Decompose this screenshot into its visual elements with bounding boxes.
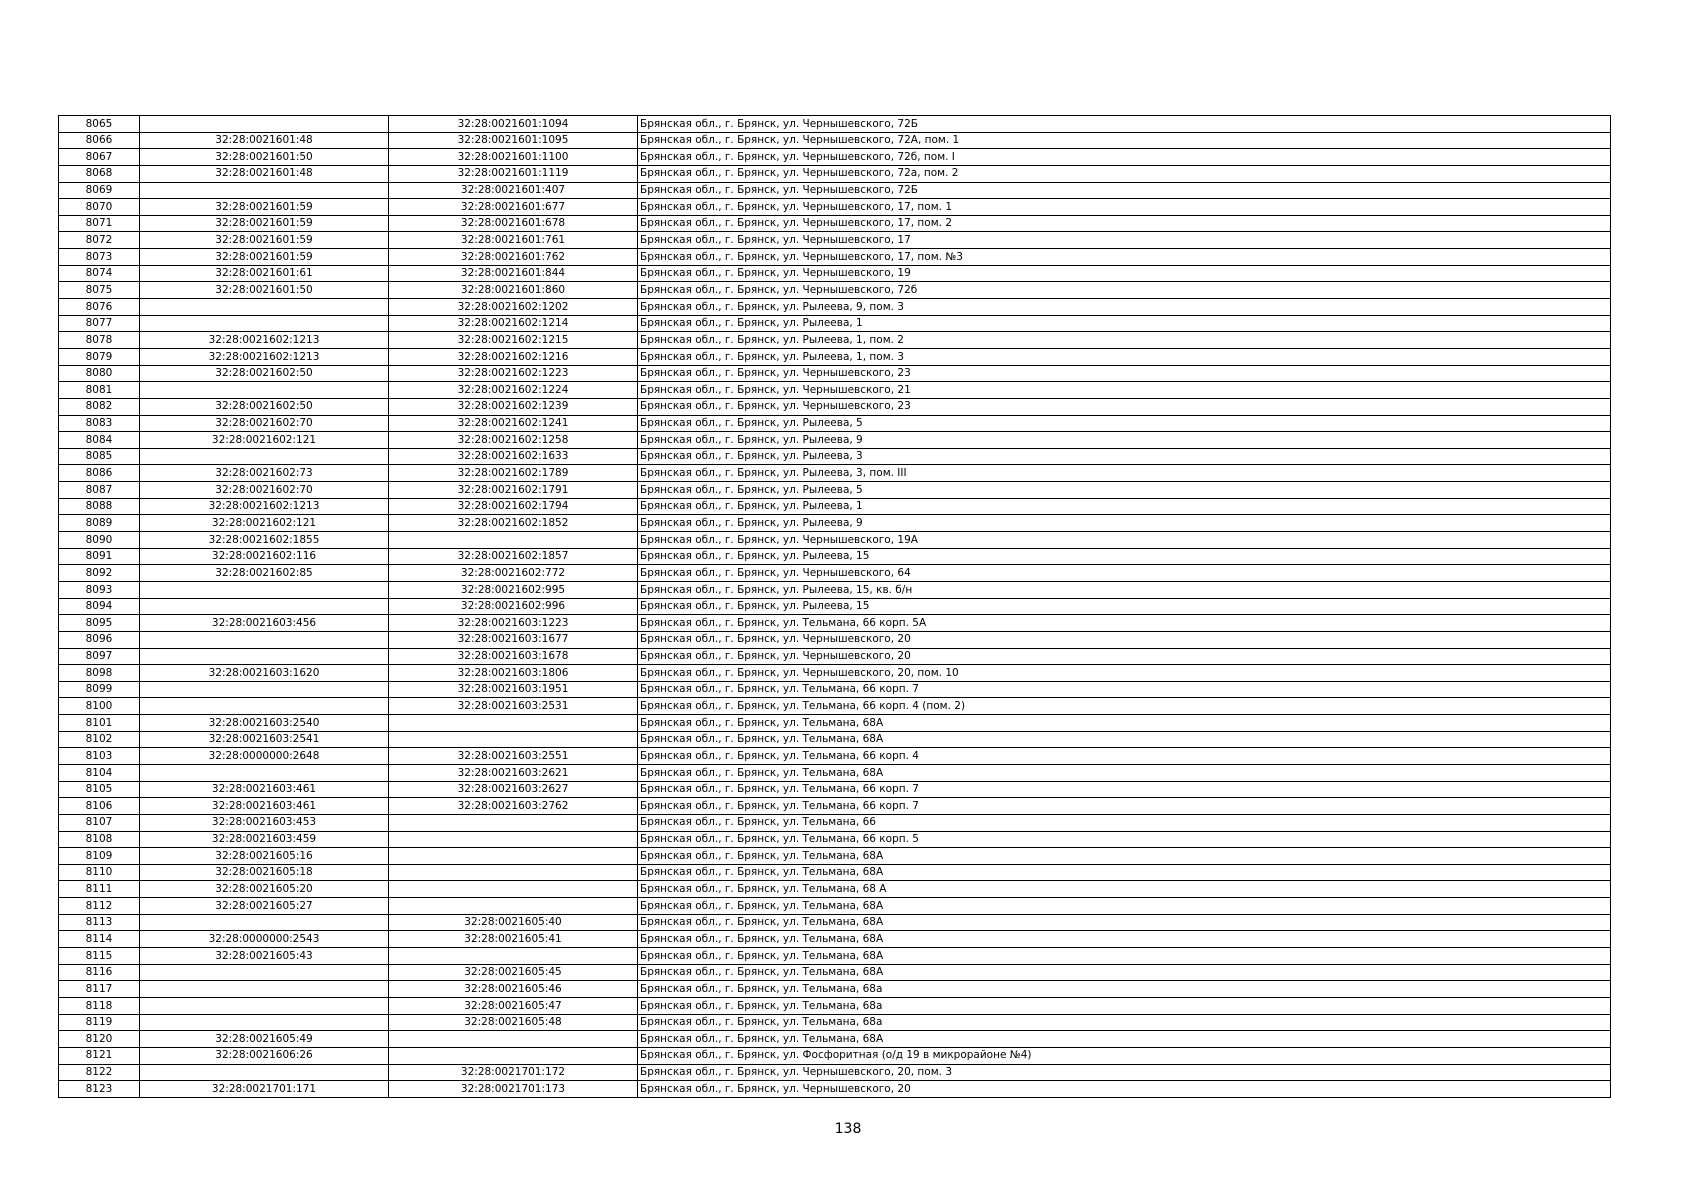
address-cell: Брянская обл., г. Брянск, ул. Тельмана, 68А bbox=[638, 964, 1611, 981]
object-cadastral-number-cell: 32:28:0021701:173 bbox=[389, 1081, 638, 1098]
cadastral-number-cell: 32:28:0021601:59 bbox=[140, 249, 389, 266]
address-cell: Брянская обл., г. Брянск, ул. Тельмана, 68А bbox=[638, 914, 1611, 931]
table-row bbox=[59, 848, 1611, 865]
object-cadastral-number-cell: 32:28:0021603:1951 bbox=[389, 681, 638, 698]
table-row bbox=[59, 182, 1611, 199]
address-cell: Брянская обл., г. Брянск, ул. Тельмана, 68А bbox=[638, 731, 1611, 748]
address-cell: Брянская обл., г. Брянск, ул. Чернышевского, 19 bbox=[638, 265, 1611, 282]
cadastral-number-cell bbox=[140, 631, 389, 648]
cadastral-number-cell: 32:28:0021602:121 bbox=[140, 432, 389, 449]
address-cell: Брянская обл., г. Брянск, ул. Чернышевского, 17, пом. №3 bbox=[638, 249, 1611, 266]
table-row bbox=[59, 698, 1611, 715]
object-cadastral-number-cell: 32:28:0021603:2621 bbox=[389, 764, 638, 781]
cadastral-number-cell: 32:28:0021605:16 bbox=[140, 848, 389, 865]
row-number-cell: 8079 bbox=[59, 348, 140, 365]
address-cell: Брянская обл., г. Брянск, ул. Рылеева, 9 bbox=[638, 432, 1611, 449]
row-number-cell: 8084 bbox=[59, 432, 140, 449]
address-cell: Брянская обл., г. Брянск, ул. Тельмана, 68А bbox=[638, 764, 1611, 781]
table-row bbox=[59, 665, 1611, 682]
address-cell: Брянская обл., г. Брянск, ул. Тельмана, 68А bbox=[638, 948, 1611, 965]
object-cadastral-number-cell: 32:28:0021601:761 bbox=[389, 232, 638, 249]
object-cadastral-number-cell: 32:28:0021602:1202 bbox=[389, 299, 638, 316]
address-cell: Брянская обл., г. Брянск, ул. Тельмана, 68а bbox=[638, 997, 1611, 1014]
table-row bbox=[59, 249, 1611, 266]
row-number-cell: 8115 bbox=[59, 948, 140, 965]
object-cadastral-number-cell: 32:28:0021602:1794 bbox=[389, 498, 638, 515]
object-cadastral-number-cell bbox=[389, 864, 638, 881]
row-number-cell: 8065 bbox=[59, 116, 140, 133]
cadastral-number-cell bbox=[140, 1014, 389, 1031]
row-number-cell: 8088 bbox=[59, 498, 140, 515]
row-number-cell: 8083 bbox=[59, 415, 140, 432]
row-number-cell: 8096 bbox=[59, 631, 140, 648]
table-row bbox=[59, 432, 1611, 449]
cadastral-number-cell: 32:28:0021701:171 bbox=[140, 1081, 389, 1098]
row-number-cell: 8073 bbox=[59, 249, 140, 266]
table-row bbox=[59, 948, 1611, 965]
cadastral-number-cell bbox=[140, 182, 389, 199]
table-row bbox=[59, 864, 1611, 881]
address-cell: Брянская обл., г. Брянск, ул. Чернышевского, 20 bbox=[638, 648, 1611, 665]
address-cell: Брянская обл., г. Брянск, ул. Тельмана, 68а bbox=[638, 1014, 1611, 1031]
table-row bbox=[59, 681, 1611, 698]
cadastral-number-cell: 32:28:0021602:73 bbox=[140, 465, 389, 482]
address-cell: Брянская обл., г. Брянск, ул. Рылеева, 15 bbox=[638, 548, 1611, 565]
object-cadastral-number-cell: 32:28:0021605:47 bbox=[389, 997, 638, 1014]
table-row bbox=[59, 931, 1611, 948]
object-cadastral-number-cell: 32:28:0021602:772 bbox=[389, 565, 638, 582]
row-number-cell: 8100 bbox=[59, 698, 140, 715]
object-cadastral-number-cell: 32:28:0021601:1100 bbox=[389, 149, 638, 166]
row-number-cell: 8080 bbox=[59, 365, 140, 382]
table-row bbox=[59, 465, 1611, 482]
cadastral-number-cell: 32:28:0021603:456 bbox=[140, 615, 389, 632]
address-cell: Брянская обл., г. Брянск, ул. Тельмана, 68А bbox=[638, 1031, 1611, 1048]
object-cadastral-number-cell: 32:28:0021603:1677 bbox=[389, 631, 638, 648]
cadastral-number-cell: 32:28:0021605:43 bbox=[140, 948, 389, 965]
address-cell: Брянская обл., г. Брянск, ул. Рылеева, 3, пом. III bbox=[638, 465, 1611, 482]
row-number-cell: 8069 bbox=[59, 182, 140, 199]
cadastral-number-cell bbox=[140, 698, 389, 715]
object-cadastral-number-cell: 32:28:0021601:677 bbox=[389, 199, 638, 216]
cadastral-number-cell: 32:28:0021601:50 bbox=[140, 149, 389, 166]
address-cell: Брянская обл., г. Брянск, ул. Чернышевского, 72б, пом. I bbox=[638, 149, 1611, 166]
address-cell: Брянская обл., г. Брянск, ул. Рылеева, 1, пом. 3 bbox=[638, 348, 1611, 365]
row-number-cell: 8109 bbox=[59, 848, 140, 865]
table-row bbox=[59, 648, 1611, 665]
cadastral-number-cell: 32:28:0021602:1213 bbox=[140, 498, 389, 515]
table-row bbox=[59, 215, 1611, 232]
cadastral-number-cell: 32:28:0021602:121 bbox=[140, 515, 389, 532]
row-number-cell: 8082 bbox=[59, 398, 140, 415]
cadastral-number-cell: 32:28:0021602:70 bbox=[140, 482, 389, 499]
table-row bbox=[59, 964, 1611, 981]
cadastral-number-cell bbox=[140, 981, 389, 998]
cadastral-number-cell: 32:28:0021602:1213 bbox=[140, 332, 389, 349]
address-cell: Брянская обл., г. Брянск, ул. Чернышевского, 20, пом. 3 bbox=[638, 1064, 1611, 1081]
address-cell: Брянская обл., г. Брянск, ул. Чернышевского, 23 bbox=[638, 398, 1611, 415]
object-cadastral-number-cell bbox=[389, 715, 638, 732]
address-cell: Брянская обл., г. Брянск, ул. Рылеева, 15 bbox=[638, 598, 1611, 615]
row-number-cell: 8106 bbox=[59, 798, 140, 815]
object-cadastral-number-cell: 32:28:0021602:1857 bbox=[389, 548, 638, 565]
object-cadastral-number-cell: 32:28:0021605:48 bbox=[389, 1014, 638, 1031]
table-row bbox=[59, 482, 1611, 499]
cadastral-number-cell bbox=[140, 448, 389, 465]
cadastral-number-cell: 32:28:0021603:461 bbox=[140, 798, 389, 815]
cadastral-number-cell: 32:28:0021602:1855 bbox=[140, 532, 389, 549]
cadastral-number-cell: 32:28:0000000:2543 bbox=[140, 931, 389, 948]
row-number-cell: 8067 bbox=[59, 149, 140, 166]
table-row bbox=[59, 265, 1611, 282]
row-number-cell: 8103 bbox=[59, 748, 140, 765]
address-cell: Брянская обл., г. Брянск, ул. Тельмана, 66 корп. 4 (пом. 2) bbox=[638, 698, 1611, 715]
address-cell: Брянская обл., г. Брянск, ул. Рылеева, 1 bbox=[638, 498, 1611, 515]
row-number-cell: 8112 bbox=[59, 898, 140, 915]
cadastral-number-cell: 32:28:0021601:50 bbox=[140, 282, 389, 299]
row-number-cell: 8113 bbox=[59, 914, 140, 931]
cadastral-number-cell: 32:28:0021602:1213 bbox=[140, 348, 389, 365]
row-number-cell: 8071 bbox=[59, 215, 140, 232]
object-cadastral-number-cell: 32:28:0021602:1633 bbox=[389, 448, 638, 465]
row-number-cell: 8119 bbox=[59, 1014, 140, 1031]
table-row bbox=[59, 282, 1611, 299]
object-cadastral-number-cell: 32:28:0021602:1224 bbox=[389, 382, 638, 399]
table-row bbox=[59, 548, 1611, 565]
address-cell: Брянская обл., г. Брянск, ул. Чернышевского, 17, пом. 1 bbox=[638, 199, 1611, 216]
object-cadastral-number-cell: 32:28:0021602:1215 bbox=[389, 332, 638, 349]
object-cadastral-number-cell: 32:28:0021601:1094 bbox=[389, 116, 638, 133]
cadastral-number-cell: 32:28:0021603:453 bbox=[140, 814, 389, 831]
object-cadastral-number-cell: 32:28:0021601:1119 bbox=[389, 165, 638, 182]
row-number-cell: 8121 bbox=[59, 1047, 140, 1064]
object-cadastral-number-cell bbox=[389, 731, 638, 748]
cadastral-number-cell: 32:28:0021603:461 bbox=[140, 781, 389, 798]
row-number-cell: 8089 bbox=[59, 515, 140, 532]
address-cell: Брянская обл., г. Брянск, ул. Тельмана, 66 bbox=[638, 814, 1611, 831]
object-cadastral-number-cell: 32:28:0021602:1223 bbox=[389, 365, 638, 382]
address-cell: Брянская обл., г. Брянск, ул. Рылеева, 5 bbox=[638, 415, 1611, 432]
cadastral-number-cell bbox=[140, 997, 389, 1014]
table-row bbox=[59, 1064, 1611, 1081]
table-row bbox=[59, 615, 1611, 632]
address-cell: Брянская обл., г. Брянск, ул. Чернышевского, 20 bbox=[638, 631, 1611, 648]
object-cadastral-number-cell bbox=[389, 814, 638, 831]
address-cell: Брянская обл., г. Брянск, ул. Чернышевского, 20 bbox=[638, 1081, 1611, 1098]
page-number: 138 bbox=[834, 1121, 862, 1137]
cadastral-number-cell bbox=[140, 116, 389, 133]
address-cell: Брянская обл., г. Брянск, ул. Рылеева, 15, кв. б/н bbox=[638, 581, 1611, 598]
table-row bbox=[59, 598, 1611, 615]
object-cadastral-number-cell: 32:28:0021602:1789 bbox=[389, 465, 638, 482]
object-cadastral-number-cell: 32:28:0021603:1223 bbox=[389, 615, 638, 632]
address-cell: Брянская обл., г. Брянск, ул. Тельмана, 68А bbox=[638, 715, 1611, 732]
cadastral-number-cell: 32:28:0021601:59 bbox=[140, 232, 389, 249]
table-row bbox=[59, 232, 1611, 249]
object-cadastral-number-cell: 32:28:0021603:2627 bbox=[389, 781, 638, 798]
cadastral-number-cell bbox=[140, 382, 389, 399]
object-cadastral-number-cell: 32:28:0021603:2762 bbox=[389, 798, 638, 815]
cadastral-number-cell: 32:28:0021602:70 bbox=[140, 415, 389, 432]
table-row bbox=[59, 715, 1611, 732]
address-cell: Брянская обл., г. Брянск, ул. Тельмана, 66 корп. 5А bbox=[638, 615, 1611, 632]
cadastral-number-cell bbox=[140, 648, 389, 665]
address-cell: Брянская обл., г. Брянск, ул. Чернышевского, 17 bbox=[638, 232, 1611, 249]
table-row bbox=[59, 831, 1611, 848]
cadastral-number-cell: 32:28:0021603:2540 bbox=[140, 715, 389, 732]
table-row bbox=[59, 798, 1611, 815]
table-row bbox=[59, 731, 1611, 748]
object-cadastral-number-cell bbox=[389, 831, 638, 848]
cadastral-number-cell: 32:28:0021605:27 bbox=[140, 898, 389, 915]
cadastral-number-cell: 32:28:0021602:50 bbox=[140, 398, 389, 415]
row-number-cell: 8076 bbox=[59, 299, 140, 316]
row-number-cell: 8111 bbox=[59, 881, 140, 898]
address-cell: Брянская обл., г. Брянск, ул. Тельмана, 68А bbox=[638, 898, 1611, 915]
table-row bbox=[59, 365, 1611, 382]
records-table bbox=[58, 115, 1611, 1098]
address-cell: Брянская обл., г. Брянск, ул. Тельмана, 66 корп. 7 bbox=[638, 781, 1611, 798]
table-row bbox=[59, 116, 1611, 133]
row-number-cell: 8098 bbox=[59, 665, 140, 682]
address-cell: Брянская обл., г. Брянск, ул. Чернышевского, 17, пом. 2 bbox=[638, 215, 1611, 232]
row-number-cell: 8070 bbox=[59, 199, 140, 216]
row-number-cell: 8085 bbox=[59, 448, 140, 465]
row-number-cell: 8068 bbox=[59, 165, 140, 182]
cadastral-number-cell: 32:28:0000000:2648 bbox=[140, 748, 389, 765]
table-row bbox=[59, 1081, 1611, 1098]
address-cell: Брянская обл., г. Брянск, ул. Чернышевского, 64 bbox=[638, 565, 1611, 582]
table-row bbox=[59, 914, 1611, 931]
row-number-cell: 8095 bbox=[59, 615, 140, 632]
address-cell: Брянская обл., г. Брянск, ул. Рылеева, 9 bbox=[638, 515, 1611, 532]
row-number-cell: 8094 bbox=[59, 598, 140, 615]
object-cadastral-number-cell: 32:28:0021601:860 bbox=[389, 282, 638, 299]
cadastral-number-cell bbox=[140, 964, 389, 981]
cadastral-number-cell: 32:28:0021605:49 bbox=[140, 1031, 389, 1048]
row-number-cell: 8108 bbox=[59, 831, 140, 848]
address-cell: Брянская обл., г. Брянск, ул. Рылеева, 1 bbox=[638, 315, 1611, 332]
cadastral-number-cell: 32:28:0021601:48 bbox=[140, 165, 389, 182]
address-cell: Брянская обл., г. Брянск, ул. Тельмана, 66 корп. 7 bbox=[638, 798, 1611, 815]
object-cadastral-number-cell bbox=[389, 848, 638, 865]
cadastral-number-cell bbox=[140, 299, 389, 316]
row-number-cell: 8086 bbox=[59, 465, 140, 482]
table-row bbox=[59, 398, 1611, 415]
object-cadastral-number-cell: 32:28:0021602:1239 bbox=[389, 398, 638, 415]
table-row bbox=[59, 315, 1611, 332]
object-cadastral-number-cell: 32:28:0021601:1095 bbox=[389, 132, 638, 149]
object-cadastral-number-cell: 32:28:0021605:46 bbox=[389, 981, 638, 998]
table-row bbox=[59, 498, 1611, 515]
table-row bbox=[59, 581, 1611, 598]
table-row bbox=[59, 348, 1611, 365]
cadastral-number-cell: 32:28:0021602:116 bbox=[140, 548, 389, 565]
table-row bbox=[59, 382, 1611, 399]
cadastral-number-cell: 32:28:0021601:59 bbox=[140, 199, 389, 216]
cadastral-number-cell bbox=[140, 914, 389, 931]
row-number-cell: 8114 bbox=[59, 931, 140, 948]
table-row bbox=[59, 898, 1611, 915]
records-table-body bbox=[59, 116, 1611, 1098]
row-number-cell: 8102 bbox=[59, 731, 140, 748]
row-number-cell: 8091 bbox=[59, 548, 140, 565]
row-number-cell: 8087 bbox=[59, 482, 140, 499]
address-cell: Брянская обл., г. Брянск, ул. Чернышевского, 72А, пом. 1 bbox=[638, 132, 1611, 149]
object-cadastral-number-cell: 32:28:0021601:407 bbox=[389, 182, 638, 199]
table-row bbox=[59, 631, 1611, 648]
table-row bbox=[59, 515, 1611, 532]
table-row bbox=[59, 199, 1611, 216]
table-row bbox=[59, 532, 1611, 549]
cadastral-number-cell: 32:28:0021603:1620 bbox=[140, 665, 389, 682]
table-row bbox=[59, 764, 1611, 781]
object-cadastral-number-cell: 32:28:0021603:1806 bbox=[389, 665, 638, 682]
table-row bbox=[59, 299, 1611, 316]
table-row bbox=[59, 1014, 1611, 1031]
object-cadastral-number-cell: 32:28:0021601:762 bbox=[389, 249, 638, 266]
object-cadastral-number-cell bbox=[389, 898, 638, 915]
address-cell: Брянская обл., г. Брянск, ул. Чернышевского, 72а, пом. 2 bbox=[638, 165, 1611, 182]
address-cell: Брянская обл., г. Брянск, ул. Тельмана, 68А bbox=[638, 848, 1611, 865]
table-row bbox=[59, 132, 1611, 149]
address-cell: Брянская обл., г. Брянск, ул. Чернышевского, 21 bbox=[638, 382, 1611, 399]
object-cadastral-number-cell bbox=[389, 1047, 638, 1064]
object-cadastral-number-cell: 32:28:0021603:2551 bbox=[389, 748, 638, 765]
table-row bbox=[59, 997, 1611, 1014]
row-number-cell: 8101 bbox=[59, 715, 140, 732]
cadastral-number-cell: 32:28:0021606:26 bbox=[140, 1047, 389, 1064]
cadastral-number-cell: 32:28:0021602:50 bbox=[140, 365, 389, 382]
cadastral-number-cell bbox=[140, 581, 389, 598]
object-cadastral-number-cell: 32:28:0021602:1852 bbox=[389, 515, 638, 532]
table-row bbox=[59, 981, 1611, 998]
object-cadastral-number-cell: 32:28:0021602:1258 bbox=[389, 432, 638, 449]
row-number-cell: 8074 bbox=[59, 265, 140, 282]
table-row bbox=[59, 748, 1611, 765]
row-number-cell: 8077 bbox=[59, 315, 140, 332]
address-cell: Брянская обл., г. Брянск, ул. Тельмана, 66 корп. 5 bbox=[638, 831, 1611, 848]
table-row bbox=[59, 781, 1611, 798]
address-cell: Брянская обл., г. Брянск, ул. Рылеева, 3 bbox=[638, 448, 1611, 465]
object-cadastral-number-cell: 32:28:0021605:40 bbox=[389, 914, 638, 931]
table-row bbox=[59, 415, 1611, 432]
object-cadastral-number-cell: 32:28:0021602:1214 bbox=[389, 315, 638, 332]
table-row bbox=[59, 814, 1611, 831]
object-cadastral-number-cell: 32:28:0021602:996 bbox=[389, 598, 638, 615]
object-cadastral-number-cell: 32:28:0021603:2531 bbox=[389, 698, 638, 715]
row-number-cell: 8117 bbox=[59, 981, 140, 998]
address-cell: Брянская обл., г. Брянск, ул. Чернышевского, 72Б bbox=[638, 182, 1611, 199]
address-cell: Брянская обл., г. Брянск, ул. Тельмана, 66 корп. 7 bbox=[638, 681, 1611, 698]
row-number-cell: 8120 bbox=[59, 1031, 140, 1048]
address-cell: Брянская обл., г. Брянск, ул. Чернышевского, 19А bbox=[638, 532, 1611, 549]
address-cell: Брянская обл., г. Брянск, ул. Тельмана, 68А bbox=[638, 931, 1611, 948]
object-cadastral-number-cell: 32:28:0021602:995 bbox=[389, 581, 638, 598]
row-number-cell: 8093 bbox=[59, 581, 140, 598]
address-cell: Брянская обл., г. Брянск, ул. Тельмана, 68 А bbox=[638, 881, 1611, 898]
row-number-cell: 8118 bbox=[59, 997, 140, 1014]
table-row bbox=[59, 332, 1611, 349]
object-cadastral-number-cell: 32:28:0021602:1216 bbox=[389, 348, 638, 365]
object-cadastral-number-cell bbox=[389, 532, 638, 549]
cadastral-number-cell bbox=[140, 598, 389, 615]
cadastral-number-cell bbox=[140, 764, 389, 781]
table-row bbox=[59, 165, 1611, 182]
row-number-cell: 8075 bbox=[59, 282, 140, 299]
address-cell: Брянская обл., г. Брянск, ул. Чернышевского, 20, пом. 10 bbox=[638, 665, 1611, 682]
cadastral-number-cell bbox=[140, 315, 389, 332]
cadastral-number-cell: 32:28:0021601:59 bbox=[140, 215, 389, 232]
address-cell: Брянская обл., г. Брянск, ул. Чернышевского, 72б bbox=[638, 282, 1611, 299]
cadastral-number-cell bbox=[140, 1064, 389, 1081]
row-number-cell: 8116 bbox=[59, 964, 140, 981]
address-cell: Брянская обл., г. Брянск, ул. Рылеева, 5 bbox=[638, 482, 1611, 499]
cadastral-number-cell: 32:28:0021601:61 bbox=[140, 265, 389, 282]
object-cadastral-number-cell: 32:28:0021603:1678 bbox=[389, 648, 638, 665]
object-cadastral-number-cell: 32:28:0021602:1791 bbox=[389, 482, 638, 499]
row-number-cell: 8099 bbox=[59, 681, 140, 698]
row-number-cell: 8122 bbox=[59, 1064, 140, 1081]
cadastral-number-cell: 32:28:0021603:2541 bbox=[140, 731, 389, 748]
table-row bbox=[59, 1047, 1611, 1064]
object-cadastral-number-cell bbox=[389, 948, 638, 965]
row-number-cell: 8107 bbox=[59, 814, 140, 831]
address-cell: Брянская обл., г. Брянск, ул. Чернышевского, 23 bbox=[638, 365, 1611, 382]
address-cell: Брянская обл., г. Брянск, ул. Рылеева, 9, пом. 3 bbox=[638, 299, 1611, 316]
address-cell: Брянская обл., г. Брянск, ул. Фосфоритная (о/д 19 в микрорайоне №4) bbox=[638, 1047, 1611, 1064]
object-cadastral-number-cell bbox=[389, 1031, 638, 1048]
object-cadastral-number-cell: 32:28:0021601:844 bbox=[389, 265, 638, 282]
cadastral-number-cell: 32:28:0021605:20 bbox=[140, 881, 389, 898]
address-cell: Брянская обл., г. Брянск, ул. Тельмана, 66 корп. 4 bbox=[638, 748, 1611, 765]
object-cadastral-number-cell: 32:28:0021601:678 bbox=[389, 215, 638, 232]
cadastral-number-cell bbox=[140, 681, 389, 698]
cadastral-number-cell: 32:28:0021605:18 bbox=[140, 864, 389, 881]
row-number-cell: 8090 bbox=[59, 532, 140, 549]
row-number-cell: 8105 bbox=[59, 781, 140, 798]
object-cadastral-number-cell: 32:28:0021701:172 bbox=[389, 1064, 638, 1081]
object-cadastral-number-cell: 32:28:0021602:1241 bbox=[389, 415, 638, 432]
row-number-cell: 8072 bbox=[59, 232, 140, 249]
cadastral-number-cell: 32:28:0021603:459 bbox=[140, 831, 389, 848]
object-cadastral-number-cell bbox=[389, 881, 638, 898]
row-number-cell: 8081 bbox=[59, 382, 140, 399]
row-number-cell: 8066 bbox=[59, 132, 140, 149]
table-row bbox=[59, 881, 1611, 898]
object-cadastral-number-cell: 32:28:0021605:45 bbox=[389, 964, 638, 981]
address-cell: Брянская обл., г. Брянск, ул. Чернышевского, 72Б bbox=[638, 116, 1611, 133]
address-cell: Брянская обл., г. Брянск, ул. Рылеева, 1, пом. 2 bbox=[638, 332, 1611, 349]
address-cell: Брянская обл., г. Брянск, ул. Тельмана, 68А bbox=[638, 864, 1611, 881]
cadastral-number-cell: 32:28:0021601:48 bbox=[140, 132, 389, 149]
row-number-cell: 8097 bbox=[59, 648, 140, 665]
cadastral-number-cell: 32:28:0021602:85 bbox=[140, 565, 389, 582]
row-number-cell: 8104 bbox=[59, 764, 140, 781]
row-number-cell: 8110 bbox=[59, 864, 140, 881]
row-number-cell: 8123 bbox=[59, 1081, 140, 1098]
table-row bbox=[59, 565, 1611, 582]
address-cell: Брянская обл., г. Брянск, ул. Тельмана, 68а bbox=[638, 981, 1611, 998]
table-row bbox=[59, 448, 1611, 465]
table-row bbox=[59, 1031, 1611, 1048]
row-number-cell: 8078 bbox=[59, 332, 140, 349]
row-number-cell: 8092 bbox=[59, 565, 140, 582]
table-row bbox=[59, 149, 1611, 166]
object-cadastral-number-cell: 32:28:0021605:41 bbox=[389, 931, 638, 948]
